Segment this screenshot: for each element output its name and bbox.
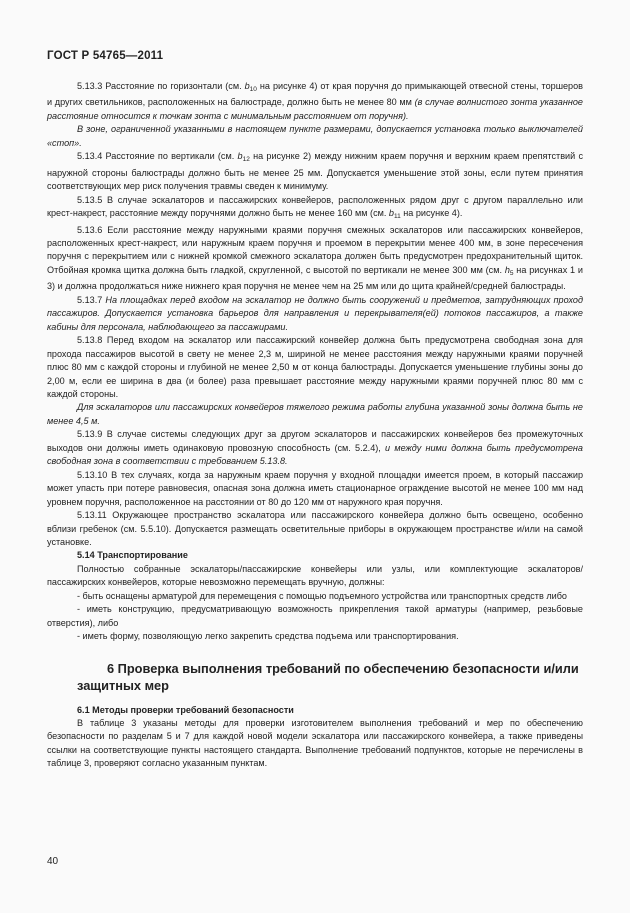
list-item: - иметь конструкцию, предусматривающую возможность прикрепления такой арматуры (например, резьбовые отверстия), либо bbox=[47, 604, 583, 628]
text: 5.13.5 В случае эскалаторов и пассажирских конвейеров, расположенных рядом друг с другом параллельно или крест-накрест, расстояние между поручнями должно быть не менее 160 мм (см. bbox=[47, 194, 583, 219]
section-6-title: 6 Проверка выполнения требований по обеспечению безопасности и/или защитных мер bbox=[77, 660, 579, 693]
symbol: b bbox=[388, 208, 394, 219]
para-5-13-10: 5.13.10 В тех случаях, когда за наружным краем поручня у входной площадки имеется проем, в который пассажир может упасть при потере равновесия, опасная зона должна иметь стационарное ограждение высотой не менее 100 мм над уровнем поручня, расположенное на расстоянии от 80 до 120 мм от наружного края поручня. bbox=[47, 469, 583, 507]
page-body bbox=[47, 80, 583, 771]
para-5-13-3 bbox=[47, 80, 583, 123]
para-5-13-5 bbox=[47, 194, 583, 224]
text: 5.13.3 Расстояние по горизонтали (см. bbox=[77, 81, 245, 91]
para-5-13-3-note: В зоне, ограниченной указанными в настоящем пункте размерами, допускается установка только выключателей «стоп». bbox=[47, 124, 583, 148]
subscript: 11 bbox=[393, 213, 401, 221]
subscript: 12 bbox=[242, 156, 250, 164]
symbol: b bbox=[237, 151, 243, 162]
page-number: 40 bbox=[47, 856, 59, 867]
text-italic: и между ними должна быть предусмотрена свободная зона в соответствии с требованием 5.13.8. bbox=[47, 442, 583, 467]
para-5-13-8-note: Для эскалаторов или пассажирских конвейеров тяжелого режима работы глубина указанной зоны должна быть не менее 4,5 м. bbox=[47, 402, 583, 426]
para-5-14: Полностью собранные эскалаторы/пассажирские конвейеры или узлы, или комплектующие эскалаторов/пассажирских конвейеров, которые невозможно перемещать вручную, должны: bbox=[47, 563, 583, 588]
para-5-13-9 bbox=[47, 428, 583, 468]
heading-5-14: 5.14 Транспортирование bbox=[77, 550, 188, 561]
text: 5.13.6 Если расстояние между наружными краями поручня смежных эскалаторов или пассажирских конвейеров, расположенных крест-накрест, или наружным краем поручня и проемом в перекрытии менее 400 мм, в зоне пересечения поручня с перекрытием или с нижней кромкой смежного эскалатора должен быть предусмотрен предохранительный щиток. Отбойная кромка щитка должна быть гладкой, скругленной, с высотой по вертикали не менее 300 мм (см. bbox=[47, 224, 583, 275]
symbol: b bbox=[244, 81, 250, 91]
symbol: h bbox=[504, 264, 510, 275]
text: на рисунках 1 и 3) и должна продолжаться ниже нижнего края поручня не менее чем на 25 мм или до щита крайней/средней балюстрады. bbox=[47, 264, 583, 292]
subscript: 10 bbox=[249, 86, 257, 93]
text: 5.13.4 Расстояние по вертикали (см. bbox=[77, 151, 238, 162]
para-5-13-7 bbox=[47, 294, 583, 334]
para-5-13-4 bbox=[47, 150, 583, 193]
text-italic: (в случае волнистого зонта указанное расстояние относится к точкам зонта с минимальным расстоянием от поручня). bbox=[47, 97, 583, 121]
text: на рисунке 4) от края поручня до примыкающей отвесной стены, торшеров и других светильников, расположенных на балюстраде, должно быть не менее 80 мм bbox=[47, 81, 583, 108]
document-header: ГОСТ Р 54765—2011 bbox=[47, 50, 164, 62]
text: на рисунке 2) между нижним краем поручня и верхним краем препятствий с наружной стороны балюстрады должно быть не менее 25 мм. Допускается уменьшение этой зоны, если путем принятия соответствующих мер риск получения травмы сведен к минимуму. bbox=[47, 151, 583, 192]
text: 5.13.7 bbox=[77, 294, 106, 305]
text: 5.13.9 В случае системы следующих друг за другом эскалаторов и пассажирских конвейеров без промежуточных выходов они должны иметь одинаковую провозную способность (см. 5.2.4), bbox=[47, 429, 583, 453]
para-5-13-8: 5.13.8 Перед входом на эскалатор или пассажирский конвейер должна быть предусмотрена свободная зона для прохода пассажиров высотой в свету не менее 2,3 м, шириной не менее расстояния между наружными краями поручней плюс 80 мм с каждой стороны и глубиной не менее 2,50 м от конца балюстрады. Допускается уменьшение глубины зоны до 2,00 м, если ее ширина в два (и более) раза превышает расстояние между наружными краями поручней плюс 80 мм с каждой стороны. bbox=[47, 335, 583, 399]
list-item: - иметь форму, позволяющую легко закрепить средства подъема или транспортирования. bbox=[77, 631, 459, 642]
list-item: - быть оснащены арматурой для перемещения с помощью подъемного устройства или транспортных средств либо bbox=[77, 590, 567, 601]
para-5-13-6 bbox=[47, 224, 583, 294]
heading-6-1: 6.1 Методы проверки требований безопасности bbox=[77, 704, 294, 715]
para-6-1: В таблице 3 указаны методы для проверки изготовителем выполнения требований и мер по обеспечению безопасности по разделам 5 и 7 для каждой новой модели эскалатора или пассажирского конвейера, а также приведены ссылки на соответствующие пункты настоящего стандарта. Выполнение требований подпунктов, которые не перечислены в таблице 3, проверяют согласно указанным пунктам. bbox=[47, 718, 583, 769]
subscript: 5 bbox=[509, 269, 514, 277]
text: на рисунке 4). bbox=[400, 208, 463, 219]
text-italic: На площадках перед входом на эскалатор не должно быть сооружений и предметов, затрудняющих проход пассажиров. Допускается установка барьеров для направления и перекрывателя(ей) потоков пассажиров, а также кабины для персонала, наблюдающего за пассажирами. bbox=[47, 294, 583, 332]
para-5-13-11: 5.13.11 Окружающее пространство эскалатора или пассажирского конвейера должно быть освещено, особенно вблизи гребенок (см. 5.5.10). Допускается размещать осветительные приборы в окружающем пространстве и/или на самой установке. bbox=[47, 510, 583, 547]
